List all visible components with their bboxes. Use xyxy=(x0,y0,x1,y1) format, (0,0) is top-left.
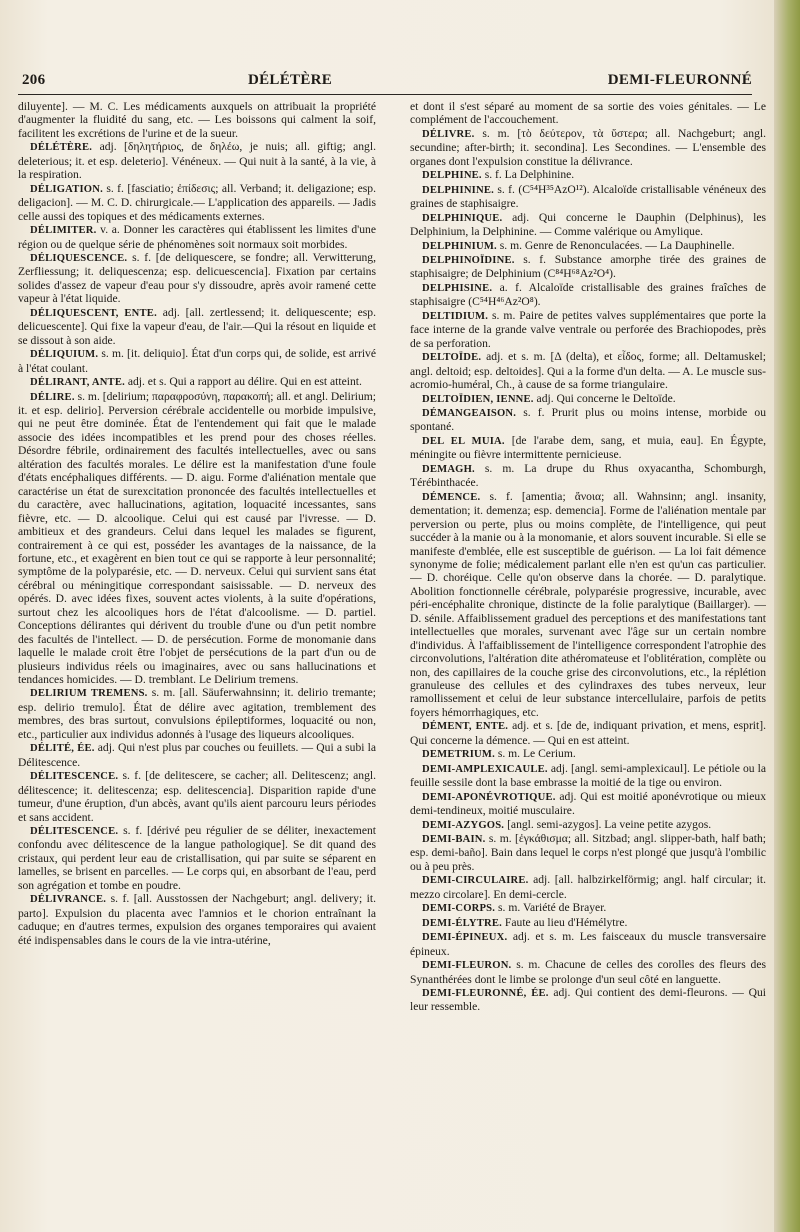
dictionary-entry xyxy=(18,892,376,947)
dictionary-entry xyxy=(410,762,766,790)
dictionary-entry xyxy=(410,281,766,309)
entry-headword: DELPHININE. xyxy=(422,184,494,196)
dictionary-entry xyxy=(18,347,376,375)
entry-headword: DEMI-FLEURONNÉ, ÉE. xyxy=(422,988,549,999)
entry-definition: v. a. Donner les caractères qui établissent les limites d'une région ou de quelque série de phénomènes soit normaux soit morbides. xyxy=(18,223,376,251)
entry-headword: DELTIDIUM. xyxy=(422,310,489,322)
entry-definition: diluyente]. — M. C. Les médicaments auxquels on attribuait la propriété d'augmenter la fluidité du sang, etc. — Les boissons qui calment la soif, facilitent les excrétions de l'urine et de la sueur. xyxy=(18,100,376,140)
entry-headword: DÉLIRE. xyxy=(30,391,75,403)
entry-definition: s. f. (C⁵⁴H³⁵AzO¹²). Alcaloïde cristallisable vénéneux des graines de staphisaigre. xyxy=(410,182,766,211)
dictionary-entry xyxy=(410,873,766,901)
dictionary-entry xyxy=(410,790,766,818)
dictionary-entry xyxy=(410,392,766,406)
header-rule xyxy=(18,94,752,95)
entry-headword: DEMI-CIRCULAIRE. xyxy=(422,875,529,887)
dictionary-entry xyxy=(410,253,766,281)
entry-headword: DÉLIRANT, ANTE. xyxy=(30,377,125,389)
entry-definition: s. m. [ἐγκάθισμα; all. Sitzbad; angl. slipper-bath, half bath; esp. demi-baño]. Bain dans lequel le corps n'est plongé que jusqu'à l'ombilic ou à peu près. xyxy=(410,832,766,873)
entry-definition: adj. et s. m. [Δ (delta), et εἶδος, forme; all. Deltamuskel; angl. deltoid; esp. deltoides]. Qui a la forme d'un delta. — A. Le muscle sus-acromio-huméral, Ch., à cause de sa forme triangulaire. xyxy=(410,350,766,392)
dictionary-entry xyxy=(18,182,376,223)
entry-definition: adj. [angl. semi-amplexicaul]. Le pétiole ou la feuille sessile dont la base embrasse la moitié de la tige ou environ. xyxy=(410,761,766,790)
entry-headword: DEL EL MUIA. xyxy=(422,435,505,447)
dictionary-entry xyxy=(18,223,376,251)
dictionary-entry xyxy=(410,958,766,986)
entry-headword: DELTOÏDIEN, IENNE. xyxy=(422,393,534,405)
entry-headword: DEMETRIUM. xyxy=(422,749,495,761)
entry-definition: adj. Qui est moitié aponévrotique ou mieux demi-tendineux, moitié musculaire. xyxy=(410,789,766,818)
dictionary-entry xyxy=(410,350,766,391)
entry-definition: adj. Qui concerne le Dauphin (Delphinus), les Delphinium, la Delphinine. — Comme valérique ou Amylique. xyxy=(410,210,766,239)
entry-headword: DÉMANGEAISON. xyxy=(422,407,517,419)
entry-headword: DÉLIQUIUM. xyxy=(30,349,99,361)
entry-definition: s. f. [dérivé peu régulier de se déliter, inexactement confondu avec délitescence de la langue pathologique]. Se dit quand des cristaux, qui perdent leur eau de cristallisation, qui par suite se séparent en lamelles, se brisent en parcelles. — Le corps qui, en absorbant de l'eau, perd son agrégation et tombe en poudre. xyxy=(18,824,376,892)
dictionary-entry xyxy=(410,490,766,720)
entry-definition: s. m. Le Cerium. xyxy=(497,747,576,761)
dictionary-entry xyxy=(410,930,766,958)
entry-headword: DÉLIQUESCENCE. xyxy=(30,252,128,264)
dictionary-entry xyxy=(18,140,376,181)
entry-definition: adj. et s. m. Les faisceaux du muscle transversaire épineux. xyxy=(410,930,766,958)
dictionary-entry xyxy=(18,306,376,347)
entry-headword: DÉLIVRANCE. xyxy=(30,894,107,906)
entry-definition: et dont il s'est séparé au moment de sa sortie des voies génitales. — Le complément de l'accouchement. xyxy=(410,100,766,127)
entry-definition: s. m. [delirium; παραφροσύνη, παρακοπή; all. et angl. Delirium; it. et esp. delirio]. Perversion cérébrale accidentelle ou morbide impulsive, qui ne peut être dominée. État de l'entendement qui fait que le malade associe des idées incompatibles et les prend pour des choses réelles. Désordre fébrile, ordinairement des facultés intellectuelles, avec ou sans altération des facultés morales. Le délire est la manifestation d'une foule d'états encéphaliques différents. — D. aigu. Forme d'aliénation mentale que caractérise un état de surexcitation prononcée des facultés intellectuelles et du caractère, avec hallucinations, agitation, loquacité incessantes, sans fièvre, etc. — D. alcoolique. Celui qui est causé par l'ivresse. — D. ambitieux et des grandeurs. Celui dans lequel les malades se figurent, contrairement à ce qui est, posséder les avantages de la naissance, de la fortune, etc., et exagèrent en bien tout ce qui se rapporte à leur personnalité; symptôme de la polyparésie, etc. — D. nerveux. Celui qui survient sans état cérébral ou méningitique correspondant saisissable. — D. nerveux des opérés. D. avec idées fixes, souvent actes violents, à la suite d'opérations, surtout chez les alcooliques hors de l'état d'alcoolisme. — D. partiel. Conceptions délirantes qui dérivent du trouble d'une ou d'un petit nombre des facultés de l'intellect. — D. de persécution. Forme de monomanie dans laquelle le malade croit être l'objet de persécutions de la part d'un ou de plusieurs individus réels ou imaginaires, avec ou sans hallucinations et tendances homicides. — D. tremblant. Le Delirium tremens. xyxy=(18,389,376,687)
entry-definition: s. f. Prurit plus ou moins intense, morbide ou spontané. xyxy=(410,405,766,434)
entry-headword: DEMI-ÉLYTRE. xyxy=(422,917,503,929)
entry-definition: adj. [all. halbzirkelförmig; angl. half circular; it. mezzo circolare]. En demi-cercle. xyxy=(410,873,766,901)
dictionary-entry xyxy=(18,769,376,824)
dictionary-entry xyxy=(18,375,376,389)
entry-definition: adj. [all. zertlessend; it. deliquescente; esp. delicuescente]. Qui fixe la vapeur d'eau, de l'air.—Qui la résout en liquide et se dissout à son aide. xyxy=(18,305,376,347)
entry-definition: [angl. semi-azygos]. La veine petite azygos. xyxy=(507,817,712,831)
dictionary-entry xyxy=(410,239,766,253)
dictionary-entry xyxy=(410,719,766,747)
entry-headword: DELPHINIQUE. xyxy=(422,212,503,224)
entry-definition: s. m. [τὸ δεύτερον, τὰ ὕστερα; all. Nachgeburt; angl. secundine; after-birth; it. secondina]. Les Secondines. — L'ensemble des organes dont l'expulsion constitue la délivrance. xyxy=(410,126,766,168)
left-column xyxy=(18,100,376,1210)
dictionary-entry xyxy=(410,211,766,239)
page-edge xyxy=(774,0,800,1232)
entry-definition: s. m. La drupe du Rhus oxyacantha, Schomburgh, Térébinthacée. xyxy=(410,461,766,490)
dictionary-entry xyxy=(18,390,376,687)
entry-definition: adj. Qui concerne le Deltoïde. xyxy=(536,391,676,405)
dictionary-entry xyxy=(18,686,376,741)
entry-headword: DEMI-AZYGOS. xyxy=(422,819,505,831)
entry-headword: DÉMENCE. xyxy=(422,491,481,503)
entry-definition: adj. Qui contient des demi-fleurons. — Qui leur ressemble. xyxy=(410,986,766,1014)
entry-headword: DÉLITÉ, ÉE. xyxy=(30,743,95,755)
entry-definition: adj. [δηλητήριος, de δηλέω, je nuis; all. giftig; angl. deleterious; it. et esp. deleterio]. Vénéneux. — Qui nuit à la santé, à la vie, à la respiration. xyxy=(18,140,376,182)
entry-headword: DEMI-AMPLEXICAULE. xyxy=(422,763,548,775)
dictionary-entry xyxy=(410,406,766,434)
entry-headword: DÉLIGATION. xyxy=(30,183,103,195)
entry-headword: DELIRIUM TREMENS. xyxy=(30,688,148,700)
entry-definition: s. m. Paire de petites valves supplémentaires que porte la face interne de la grande valve ventrale ou perforée des Brachiopodes, près de sa perforation. xyxy=(410,308,766,350)
page-number: 206 xyxy=(22,72,46,88)
entry-headword: DÉLIVRE. xyxy=(422,128,475,140)
entry-definition: adj. et s. Qui a rapport au délire. Qui en est atteint. xyxy=(127,375,362,389)
entry-definition: s. m. [all. Säuferwahnsinn; it. delirio tremante; esp. delirio tremulo]. État de délire avec agitation, tremblement des membres, des bras surtout, convulsions épileptiformes, loquacité ou non, etc., particulier aux individus adonnés à l'usage des liqueurs alcooliques. xyxy=(18,686,376,741)
dictionary-entry xyxy=(410,986,766,1014)
entry-headword: DEMI-FLEURON. xyxy=(422,960,512,972)
entry-definition: adj. et s. [de de, indiquant privation, et mens, esprit]. Qui concerne la démence. — Qui en est atteint. xyxy=(410,719,766,747)
dictionary-entry xyxy=(410,818,766,832)
entry-headword: DELPHINIUM. xyxy=(422,240,497,252)
entry-headword: DÉMENT, ENTE. xyxy=(422,721,509,733)
entry-headword: DELPHINOÏDINE. xyxy=(422,254,515,266)
entry-definition: s. m. Chacune de celles des corolles des fleurs des Synanthérées dont le limbe se prolonge d'un seul côté en languette. xyxy=(410,958,766,986)
dictionary-entry xyxy=(18,251,376,306)
entry-headword: DEMI-CORPS. xyxy=(422,903,496,915)
dictionary-entry xyxy=(18,824,376,892)
dictionary-entry xyxy=(410,127,766,168)
entry-definition: s. f. Substance amorphe tirée des graines de staphisaigre; de Delphinium (C⁸⁴H⁶⁸Az²O⁴). xyxy=(410,252,766,281)
dictionary-entry xyxy=(410,100,766,127)
entry-definition: a. f. Alcaloïde cristallisable des graines fraîches de staphisaigre (C⁵⁴H⁴⁶Az²O⁸). xyxy=(410,280,766,309)
entry-headword: DÉLITESCENCE. xyxy=(30,826,119,838)
dictionary-entry xyxy=(410,747,766,761)
dictionary-entry xyxy=(410,832,766,873)
entry-definition: s. f. [amentia; ἄνοια; all. Wahnsinn; angl. insanity, dementation; it. demenza; esp. demencia]. Forme de l'aliénation mentale par perversion ou perte, plus ou moins complète, de l'intelligence, qui peut succéder à la manie ou à la monomanie, et alors souvent incurable. Si elle se manifeste d'emblée, elle est susceptible de guérison. — La loi fait démence synonyme de folie; médicalement parlant elle n'en est qu'un cas particulier. — D. choréique. Celle qu'on observe dans la chorée. — D. paralytique. Abolition fonctionnelle cérébrale, polyparésie progressive, incurable, avec péri-encéphalite chronique, distincte de la folie paralytique (Baillarger). — D. sénile. Affaiblissement graduel des perceptions et des manifestations tant intellectuelles que morales, survenant avec l'âge sur un certain nombre d'individus. À l'affaiblissement de l'intelligence correspondent l'atrophie des circonvolutions, l'altération dite athéromateuse et l'oblitération, complète ou non, des capillaires de la couche grise des circonvolutions, etc., la réplétion granuleuse des cellules et des cylindraxes des tubes nerveux, leur ramollissement et celui de leur substance intercellulaire, parfois de petits foyers hémorrhagiques, etc. xyxy=(410,489,766,719)
entry-definition: s. m. Variété de Brayer. xyxy=(498,901,607,915)
entry-definition: s. f. [de delitescere, se cacher; all. Delitescenz; angl. délitescence; it. delitescenza; esp. delitescencia]. Disparition rapide d'une tumeur, d'une éruption, d'un abcès, avant qu'ils aient parcouru leurs périodes et sans accident. xyxy=(18,769,376,824)
dictionary-entry xyxy=(410,462,766,490)
left-running-title: DÉLÉTÈRE xyxy=(248,72,333,88)
entry-headword: DÉLIMITER. xyxy=(30,225,97,237)
entry-headword: DELPHINE. xyxy=(422,170,482,182)
dictionary-entry xyxy=(410,183,766,211)
dictionary-entry xyxy=(18,100,376,140)
entry-definition: s. f. [de deliquescere, se fondre; all. Verwitterung, Zerfliessung; it. deliquescenza; esp. delicuescencia]. Fixation par certains solides d'assez de vapeur d'eau pour s'y dissoudre, après avoir ramené cette vapeur à l'état liquide. xyxy=(18,250,376,306)
entry-headword: DEMAGH. xyxy=(422,463,475,475)
entry-definition: [de l'arabe dem, sang, et muia, eau]. En Égypte, méningite ou fièvre intermittente pernicieuse. xyxy=(410,433,766,462)
entry-definition: Faute au lieu d'Hémélytre. xyxy=(504,915,628,929)
entry-headword: DELPHISINE. xyxy=(422,282,493,294)
dictionary-entry xyxy=(410,901,766,915)
entry-headword: DELTOÏDE. xyxy=(422,352,482,364)
entry-headword: DEMI-BAIN. xyxy=(422,834,486,846)
entry-definition: adj. Qui n'est plus par couches ou feuillets. — Qui a subi la Délitescence. xyxy=(18,741,376,769)
entry-definition: s. m. [it. deliquio]. État d'un corps qui, de solide, est arrivé à l'état coulant. xyxy=(18,347,376,375)
running-header xyxy=(18,72,752,96)
right-column xyxy=(410,100,766,1210)
dictionary-entry xyxy=(18,741,376,769)
dictionary-entry xyxy=(410,309,766,350)
dictionary-entry xyxy=(410,434,766,462)
entry-headword: DEMI-APONÉVROTIQUE. xyxy=(422,791,556,803)
entry-definition: s. f. [all. Ausstossen der Nachgeburt; angl. delivery; it. parto]. Expulsion du placenta avec l'amnios et le chorion entraînant la caduque; en d'autres termes, expulsion des organes temporaires qui avaient été indispensables dans le cours de la vie intra-utérine, xyxy=(18,892,376,947)
entry-headword: DEMI-ÉPINEUX. xyxy=(422,932,508,944)
dictionary-entry xyxy=(410,916,766,930)
dictionary-entry xyxy=(410,168,766,182)
entry-headword: DÉLITESCENCE. xyxy=(30,771,119,783)
entry-headword: DÉLIQUESCENT, ENTE. xyxy=(30,307,157,319)
right-running-title: DEMI-FLEURONNÉ xyxy=(607,72,752,88)
entry-definition: s. f. [fasciatio; ἐπίδεσις; all. Verband; it. deligazione; esp. deligacion]. — M. C. D. chirurgicale.— L'application des appareils. — Jadis celle aussi des topiques et des médicaments externes. xyxy=(18,181,376,223)
entry-headword: DÉLÉTÈRE. xyxy=(30,142,93,154)
entry-definition: s. f. La Delphinine. xyxy=(484,168,575,182)
entry-definition: s. m. Genre de Renonculacées. — La Dauphinelle. xyxy=(499,238,735,252)
